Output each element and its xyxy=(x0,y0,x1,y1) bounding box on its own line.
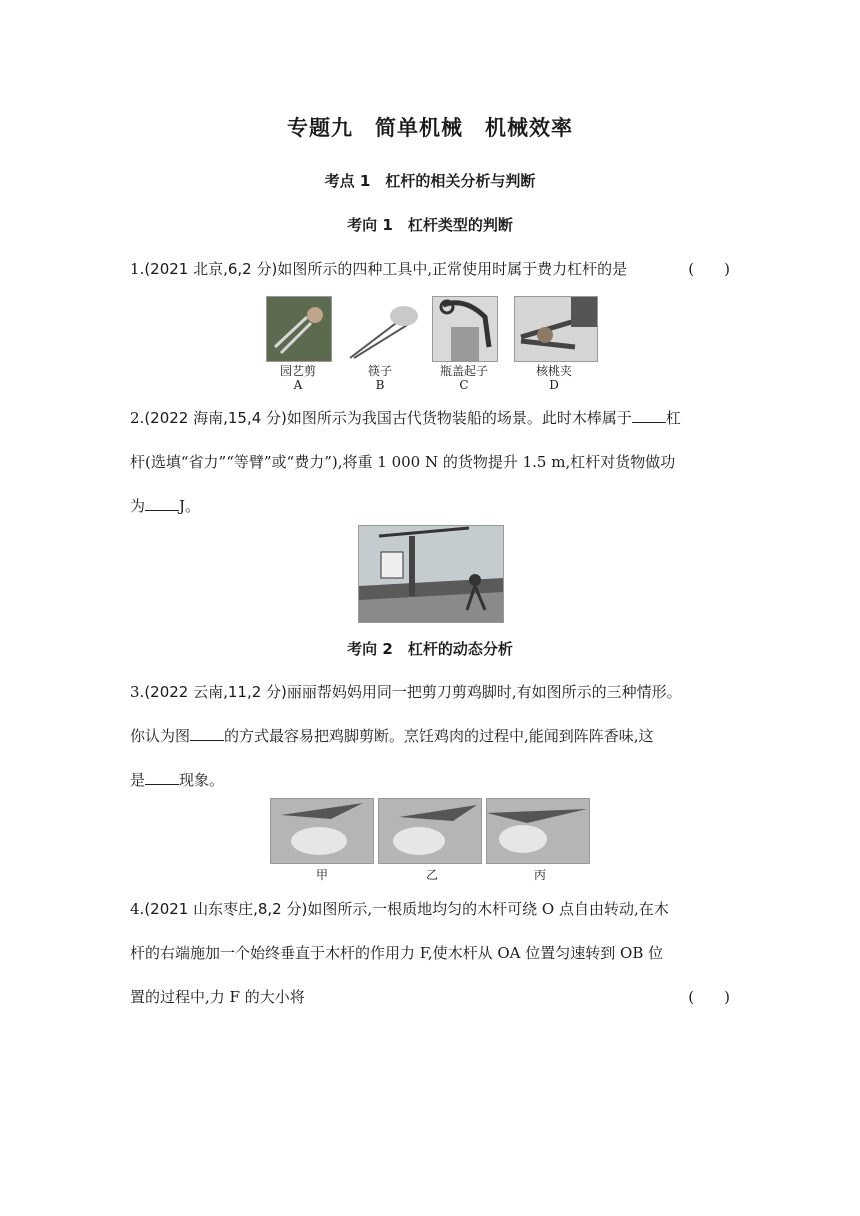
figure-label-jia: 甲 xyxy=(315,868,328,882)
question-3-line-3: 是 现象。 xyxy=(130,771,225,789)
question-number: 1. xyxy=(130,260,145,278)
figure-label-yi: 乙 xyxy=(425,868,438,882)
chopsticks-image xyxy=(348,296,418,360)
tools-figure xyxy=(266,296,596,394)
answer-parentheses: ( ) xyxy=(688,988,730,1006)
question-3-line-2: 你认为图 的方式最容易把鸡脚剪断。烹饪鸡肉的过程中,能闻到阵阵香味,这 xyxy=(130,727,654,745)
figure-label-bing: 丙 xyxy=(533,868,546,882)
answer-blank[interactable] xyxy=(145,496,179,511)
subsection-heading-2: 考向 2 杠杆的动态分析 xyxy=(347,640,513,658)
scissors-image-jia xyxy=(270,798,374,864)
garden-shears-image xyxy=(266,296,332,362)
tool-label-d: 核桃夹 D xyxy=(535,364,572,392)
question-source: (2021 北京,6,2 分) xyxy=(144,260,278,278)
answer-blank[interactable] xyxy=(632,408,666,423)
scissors-image-yi xyxy=(378,798,482,864)
question-text: 如图所示的四种工具中,正常使用时属于费力杠杆的是 xyxy=(277,260,628,278)
answer-parentheses: ( ) xyxy=(688,260,730,278)
scissors-image-bing xyxy=(486,798,590,864)
page-title: 专题九 简单机械 机械效率 xyxy=(287,116,573,140)
bottle-opener-image xyxy=(432,296,498,362)
section-heading: 考点 1 杠杆的相关分析与判断 xyxy=(324,172,536,190)
question-1 xyxy=(130,258,730,280)
tool-label-c: 瓶盖起子 C xyxy=(439,364,488,392)
question-3-line-1: 3.(2022 云南,11,2 分)丽丽帮妈妈用同一把剪刀剪鸡脚时,有如图所示的三种情形。 xyxy=(130,683,682,701)
question-number: 4. xyxy=(130,900,145,918)
tool-label-a: 园艺剪 A xyxy=(279,364,316,392)
question-source: (2021 山东枣庄,8,2 分) xyxy=(144,900,308,918)
tool-label-b: 筷子 B xyxy=(367,364,392,392)
question-2-line-2: 杆(选填“省力”“等臂”或“费力”),将重 1 000 N 的货物提升 1.5 m,杠杆对货物做功 xyxy=(130,453,676,471)
subsection-heading-1: 考向 1 杠杆类型的判断 xyxy=(347,216,513,234)
question-4-line-1: 4.(2021 山东枣庄,8,2 分)如图所示,一根质地均匀的木杆可绕 O 点自由转动,在木 xyxy=(130,900,669,918)
question-number: 3. xyxy=(130,683,145,701)
question-4-line-3: 置的过程中,力 F 的大小将 ( ) xyxy=(130,988,730,1006)
question-2-line-1: 2.(2022 海南,15,4 分)如图所示为我国古代货物装船的场景。此时木棒属于 杠 xyxy=(130,409,681,427)
ship-loading-image xyxy=(358,525,504,623)
question-2-line-3: 为 J。 xyxy=(130,497,201,515)
question-source: (2022 海南,15,4 分) xyxy=(144,409,287,427)
answer-blank[interactable] xyxy=(145,770,179,785)
question-4-line-2: 杆的右端施加一个始终垂直于木杆的作用力 F,使木杆从 OA 位置匀速转到 OB 位 xyxy=(130,944,664,962)
nutcracker-image xyxy=(514,296,598,362)
question-number: 2. xyxy=(130,409,145,427)
question-source: (2022 云南,11,2 分) xyxy=(144,683,287,701)
answer-blank[interactable] xyxy=(190,726,224,741)
scissors-figure xyxy=(270,798,590,886)
